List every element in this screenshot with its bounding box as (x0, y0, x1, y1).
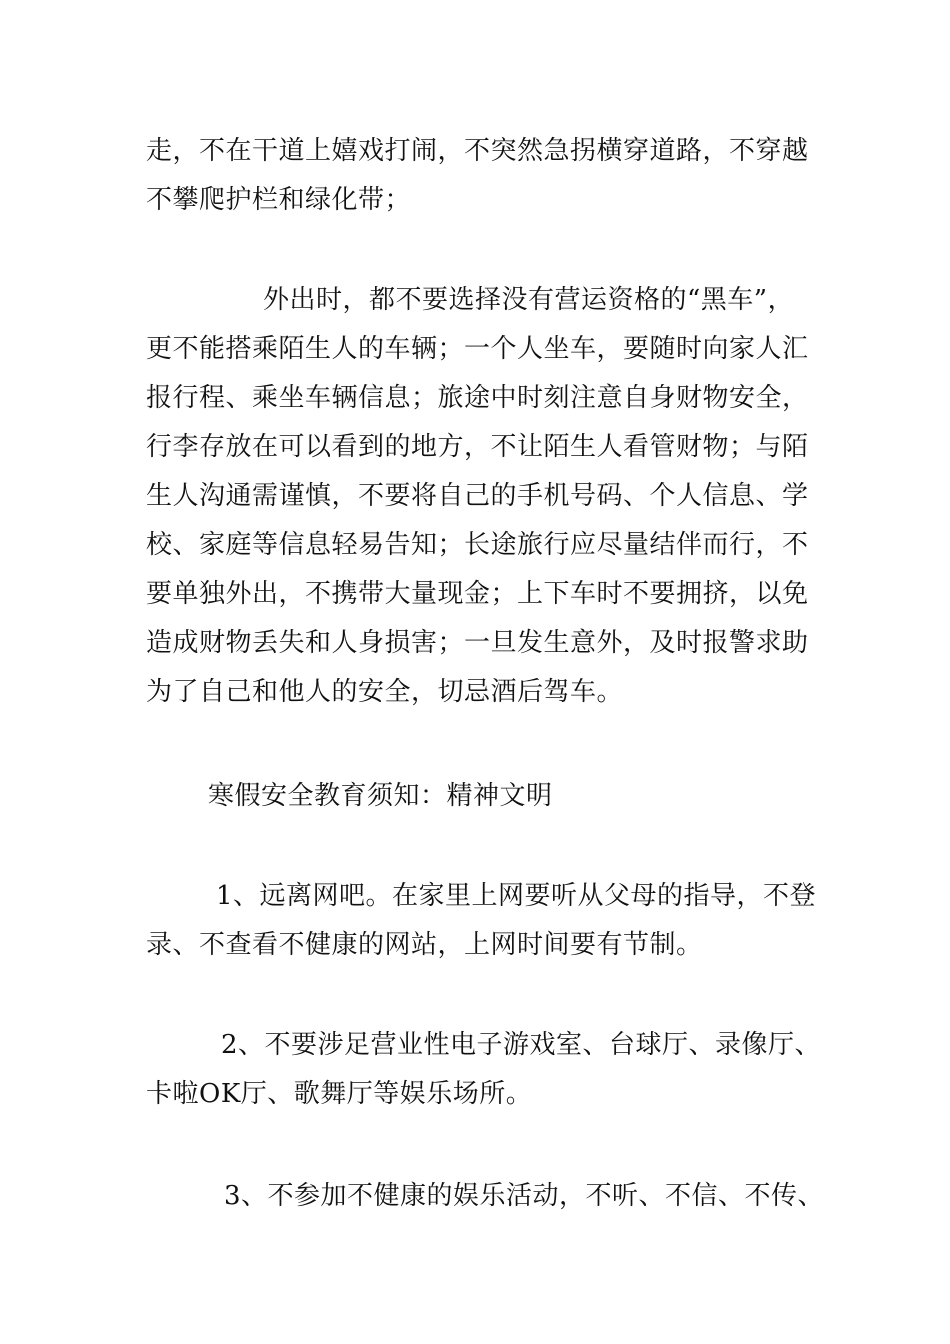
text-line: 2、不要涉足营业性电子游戏室、台球厅、录像厅、 (221, 1030, 822, 1060)
text-line: 走，不在干道上嬉戏打闹，不突然急拐横穿道路，不穿越 (146, 136, 809, 166)
list-item-1 (146, 872, 817, 970)
text-line: 校、家庭等信息轻易告知；长途旅行应尽量结伴而行，不 (146, 530, 809, 560)
text-line: 生人沟通需谨慎，不要将自己的手机号码、个人信息、学 (146, 481, 809, 511)
heading-text: 寒假安全教育须知：精神文明 (208, 781, 553, 811)
list-item-3 (146, 1172, 825, 1221)
text-line: 为了自己和他人的安全，切忌酒后驾车。 (146, 677, 624, 707)
text-line: 卡啦OK厅、歌舞厅等娱乐场所。 (146, 1079, 533, 1109)
text-line: 外出时，都不要选择没有营运资格的“黑车”， (263, 285, 795, 315)
text-line: 1、远离网吧。在家里上网要听从父母的指导，不登 (216, 881, 817, 911)
text-line: 不攀爬护栏和绿化带； (146, 185, 412, 215)
text-line: 要单独外出，不携带大量现金；上下车时不要拥挤，以免 (146, 579, 809, 609)
paragraph-travel-safety (146, 276, 809, 717)
text-line: 录、不查看不健康的网站，上网时间要有节制。 (146, 930, 703, 960)
text-line: 造成财物丢失和人身损害；一旦发生意外，及时报警求助 (146, 628, 809, 658)
text-line: 报行程、乘坐车辆信息；旅途中时刻注意自身财物安全， (146, 383, 809, 413)
text-line: 更不能搭乘陌生人的车辆；一个人坐车，要随时向家人汇 (146, 334, 809, 364)
section-heading (146, 772, 806, 821)
text-line: 3、不参加不健康的娱乐活动，不听、不信、不传、 (224, 1181, 825, 1211)
paragraph-road-safety (146, 127, 809, 225)
text-line: 行李存放在可以看到的地方，不让陌生人看管财物；与陌 (146, 432, 809, 462)
list-item-2 (146, 1021, 822, 1119)
